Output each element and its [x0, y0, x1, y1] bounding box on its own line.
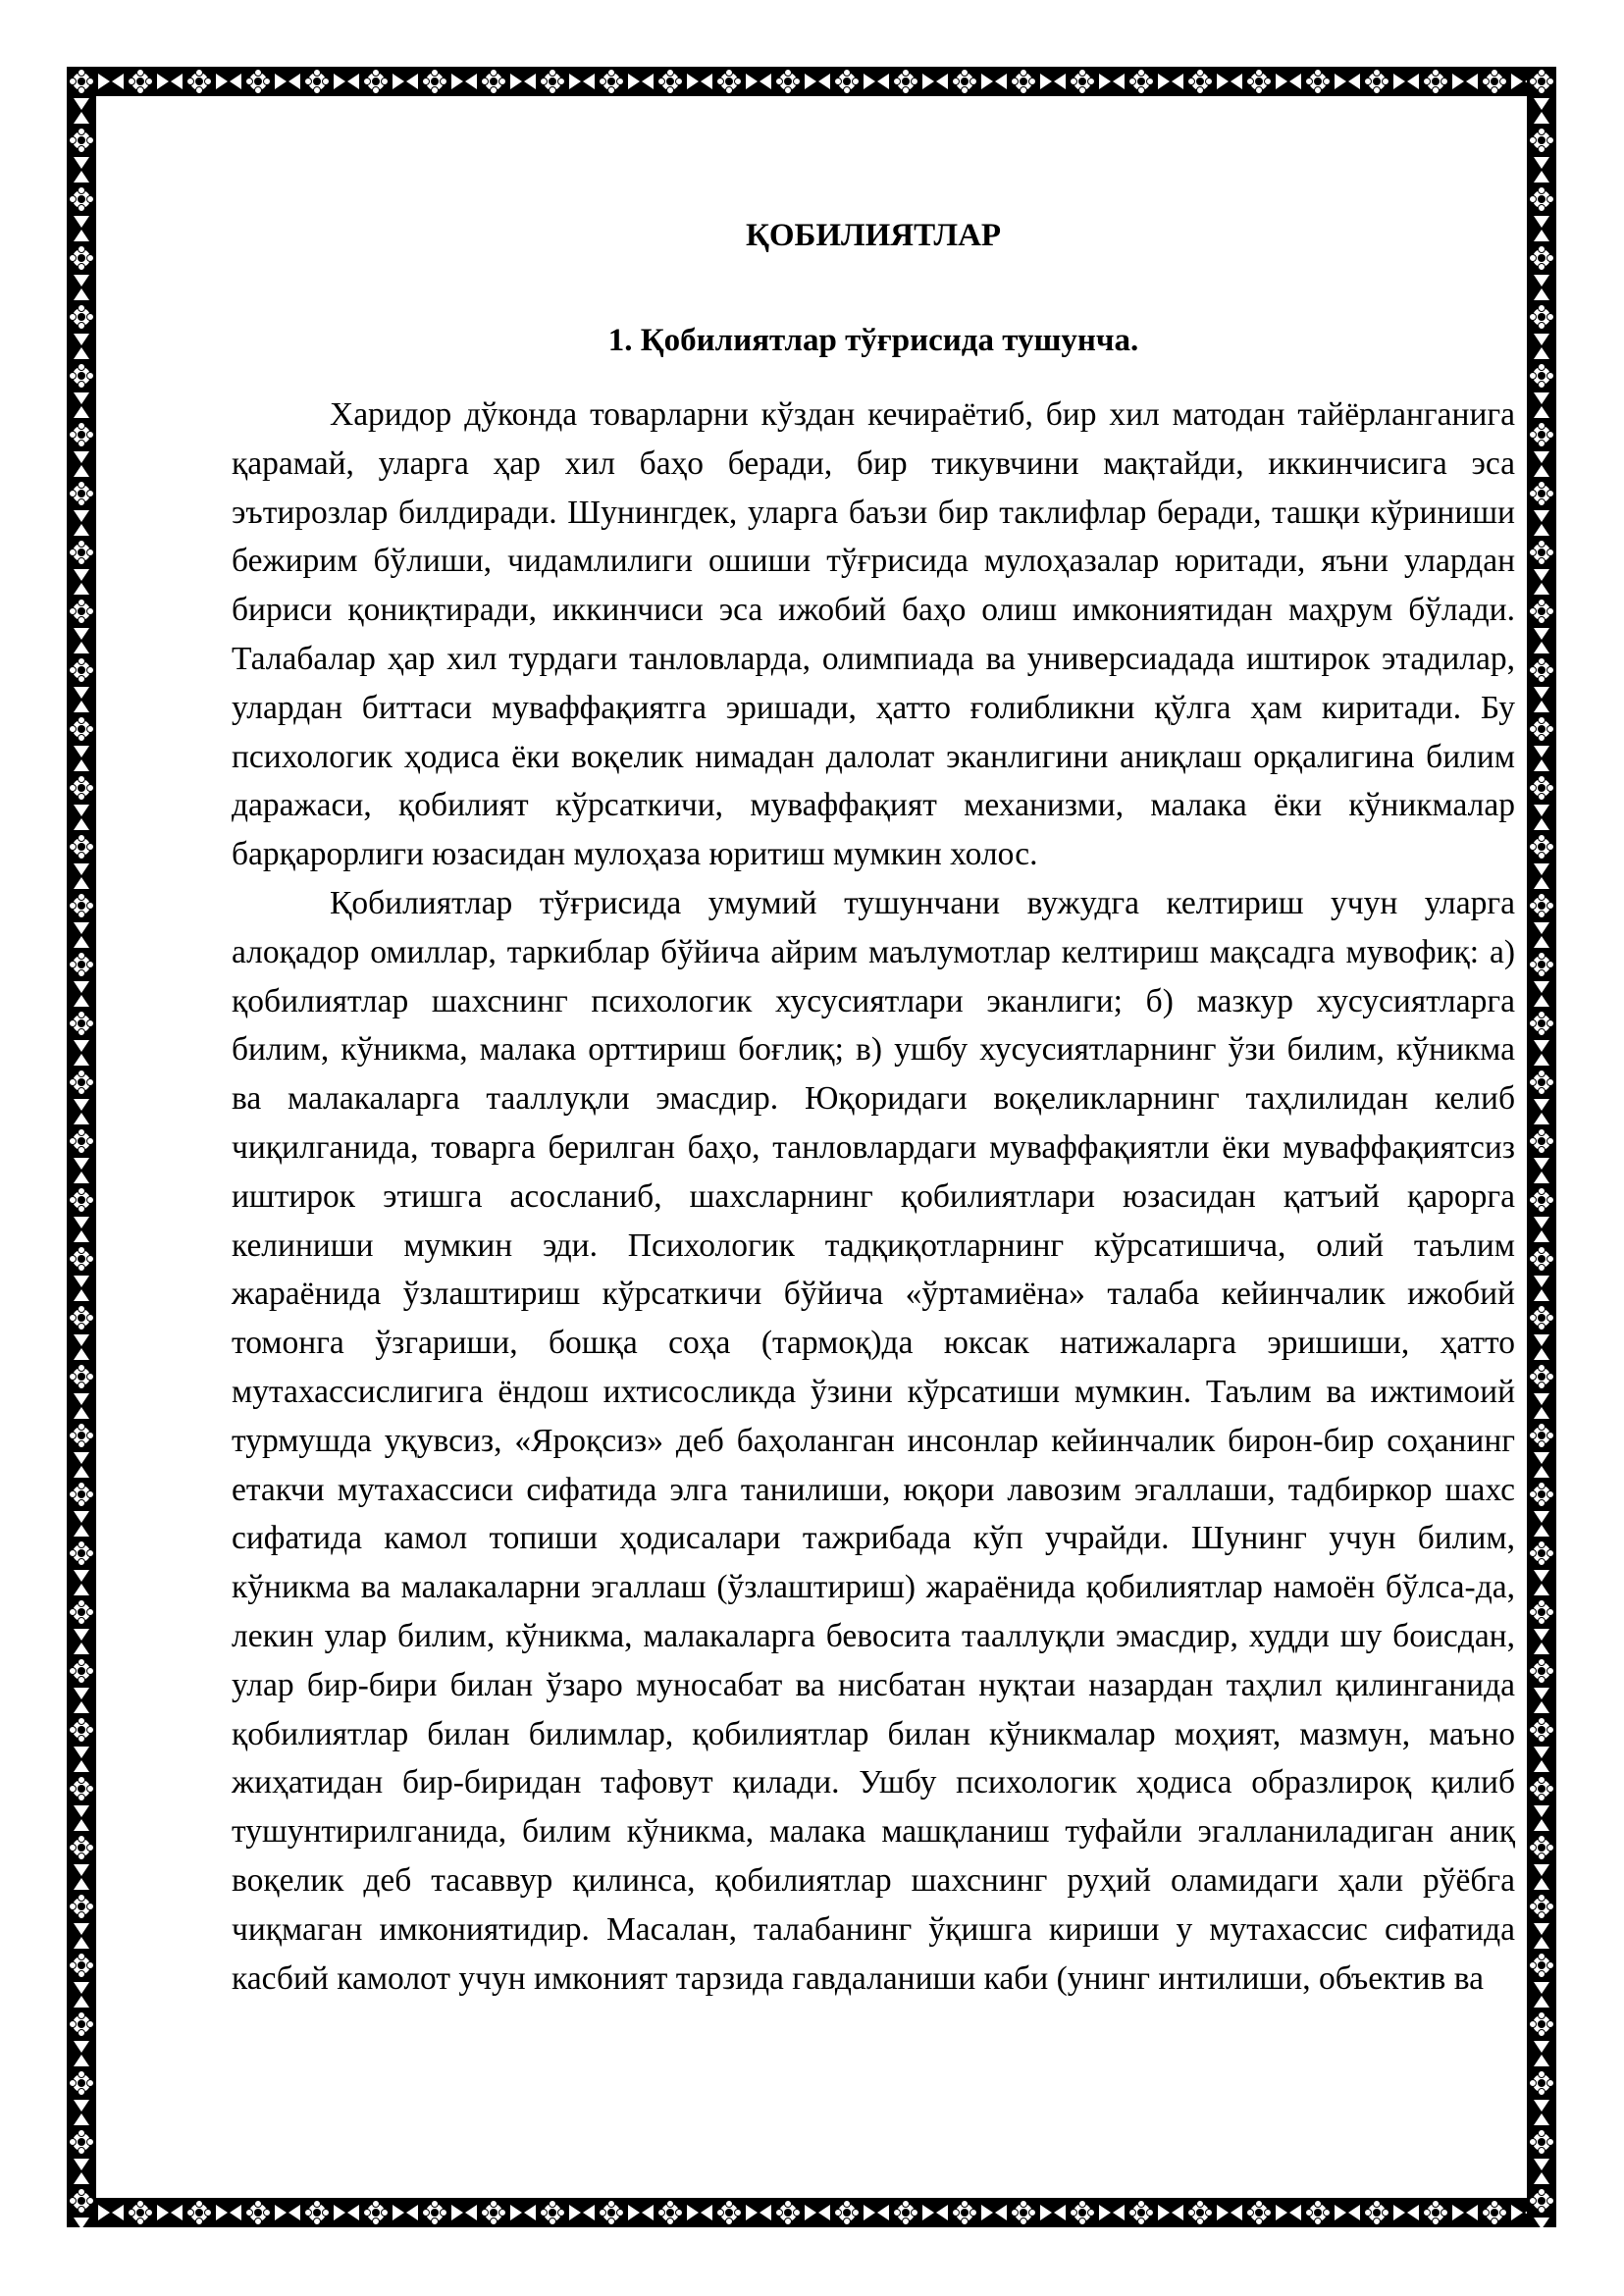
border-pattern-icon: [67, 67, 1556, 96]
ornamental-border-top: [67, 67, 1556, 96]
border-pattern-icon: [67, 2198, 1556, 2227]
border-pattern-icon: [1527, 67, 1556, 2227]
border-pattern-icon: [67, 67, 96, 2227]
paragraph: Қобилиятлар тўғрисида умумий тушунчани вужудга келтириш учун уларга алоқадор омиллар, таркиблар бўйича айрим маълумотлар келтириш мақсадга мувофиқ: а) қобилиятлар шахснинг психологик хусусиятлари эканлиги; б) мазкур хусусиятларга билим, кўникма, малака орттириш боғлиқ; в) ушбу хусусиятларнинг ўзи билим, кўникма ва малакаларга тааллуқли эмасдир. Юқоридаги воқеликларнинг таҳлилидан келиб чиқилганида, товарга берилган баҳо, танловлардаги муваффақиятли ёки муваффақиятсиз иштирок этишга асосланиб, шахсларнинг қобилиятлари юзасидан қатъий қарорга келиниши мумкин эди. Психологик тадқиқотларнинг кўрсатишича, олий таълим жараёнида ўзлаштириш кўрсаткичи бўйича «ўртамиёна» талаба кейинчалик ижобий томонга ўзгариши, бошқа соҳа (тармоқ)да юксак натижаларга эришиши, ҳатто мутахассислигига ёндош ихтисосликда ўзини кўрсатиши мумкин. Таълим ва ижтимоий турмушда уқувсиз, «Ярoқсиз» деб баҳоланган инсонлар кейинчалик бирон-бир соҳанинг етакчи мутахассиси сифатида элга танилиши, юқори лавозим эгаллаши, тадбиркор шахс сифатида камол топиши ҳодисалари тажрибада кўп учрайди. Шунинг учун билим, кўникма ва малакаларни эгаллаш (ўзлаштириш) жараёнида қобилиятлар намоён бўлса-да, лекин улар билим, кўникма, малакаларга бевосита тааллуқли эмасдир, худди шу боисдан, улар бир-бири билан ўзаро муносабат ва нисбатан нуқтаи назардан таҳлил қилинганида қобилиятлар билан билимлар, қобилиятлар билан кўникмалар моҳият, мазмун, маъно жиҳатидан бир-биридан тафовут қилади. Ушбу психологик ҳодиса образлироқ қилиб тушунтирилганида, билим кўникма, малака машқланиш туфайли эгалланиладиган аниқ воқелик деб тасаввур қилинса, қобилиятлар шахснинг руҳий оламидаги ҳали рўёбга чиқмаган имкониятидир. Масалан, талабанинг ўқишга кириши у мутахассис сифатида касбий камолот учун имконият тарзида гавдаланиши каби (унинг интилиши, объектив ва: [232, 884, 1515, 1997]
ornamental-border-bottom: [67, 2198, 1556, 2227]
paragraph: Харидор дўконда товарларни кўздан кечираётиб, бир хил матодан тайёрланганига қарамай, уларга ҳар хил баҳо беради, бир тикувчини мақтайди, иккинчисига эса эътирозлар билдиради. Шунингдек, уларга баъзи бир таклифлар беради, ташқи кўриниши бежирим бўлиши, чидамлилиги ошиши тўғрисида мулоҳазалар юритади, яъни улардан бириси қониқтиради, иккинчиси эса ижобий баҳо олиш имкониятидан маҳрум бўлади. Талабалар ҳар хил турдаги танловларда, олимпиада ва универсиадада иштирок этадилар, улардан биттаси муваффақиятга эришади, ҳатто ғолибликни қўлга ҳам киритади. Бу психологик ҳодиса ёки воқелик нимадан далолат эканлигини аниқлаш орқалигина билим даражаси, қобилият кўрсаткичи, муваффақият механизми, малака ёки кўникмалар барқарорлиги юзасидан мулоҳаза юритиш мумкин холос.: [232, 396, 1515, 873]
document-title: ҚОБИЛИЯТЛАР: [745, 218, 1002, 253]
ornamental-border-right: [1527, 67, 1556, 2227]
document-body: [232, 206, 1515, 2003]
ornamental-border-left: [67, 67, 96, 2227]
section-heading: 1. Қобилиятлар тўғрисида тушунча.: [607, 323, 1139, 358]
